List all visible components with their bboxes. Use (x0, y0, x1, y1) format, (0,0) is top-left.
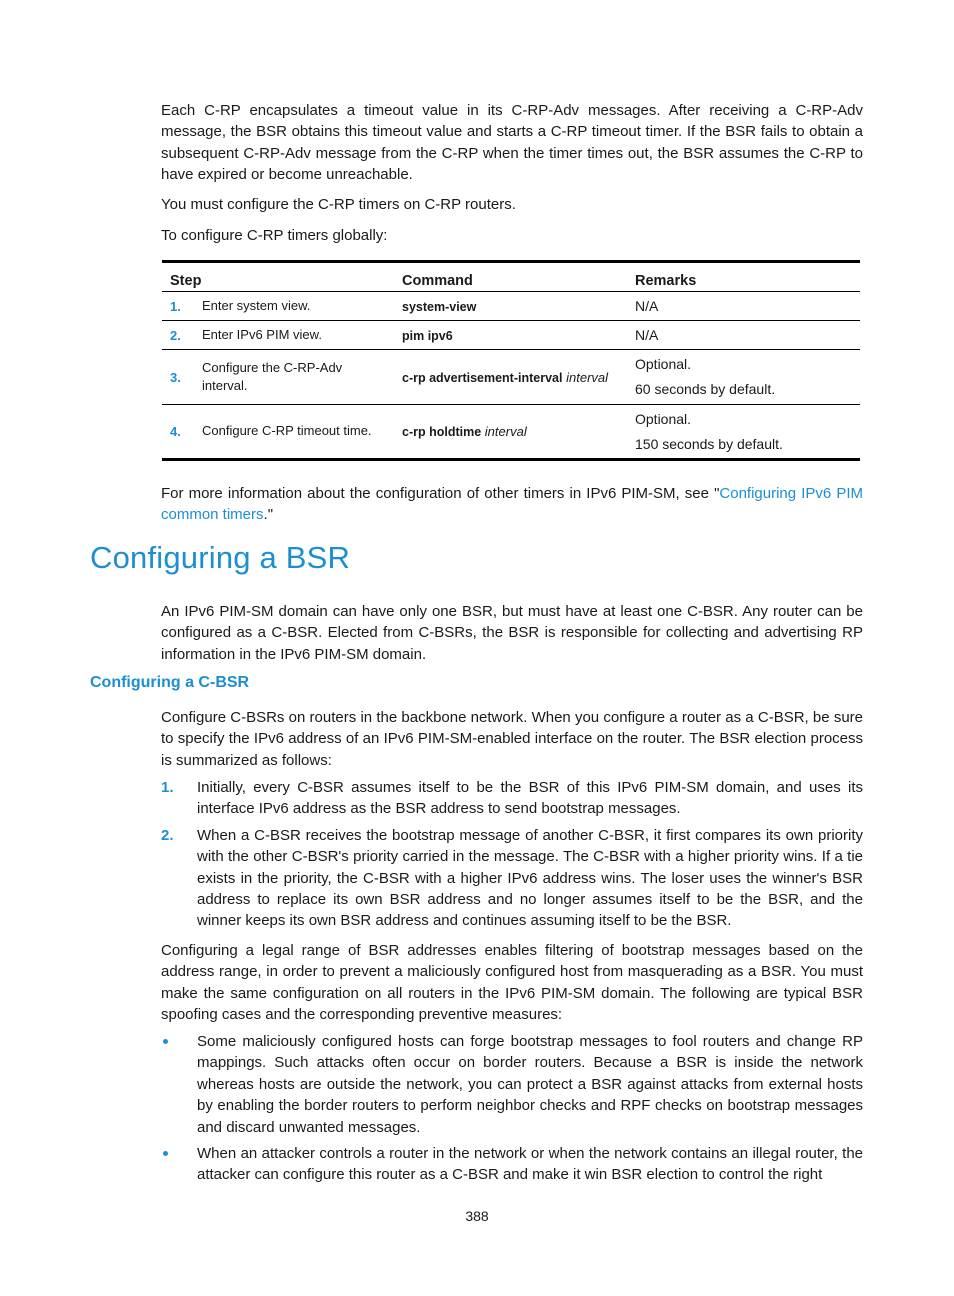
command-argument: interval (484, 424, 527, 439)
step-number: 1. (170, 298, 181, 314)
list-number: 1. (161, 779, 174, 796)
table-header-row (162, 262, 860, 292)
subsection-paragraph-2: Configuring a legal range of BSR addresses enables filtering of bootstrap messages based on the address range, in order to prevent a maliciously configured host from masquerading as a BSR. You must make the same configuration on all routers in the IPv6 PIM-SM domain. The following are typical BSR spoofing cases and the corresponding preventive measures: (161, 942, 863, 1024)
bullet-icon (163, 1039, 168, 1044)
command-keyword: c-rp holdtime (402, 425, 482, 439)
remark-text: N/A (635, 297, 659, 314)
remark-default: 60 seconds by default. (635, 381, 776, 397)
crp-timers-table (162, 260, 860, 461)
step-description: Enter system view. (202, 297, 311, 313)
list-item (161, 1143, 863, 1186)
reference-prefix: For more information about the configuration of other timers in IPv6 PIM-SM, see " (161, 485, 720, 502)
step-number: 4. (170, 424, 181, 439)
bullet-icon (163, 1151, 168, 1156)
list-item (161, 825, 863, 932)
list-number: 2. (161, 826, 174, 844)
step-description: Enter IPv6 PIM view. (202, 326, 322, 342)
remark-text: N/A (635, 326, 659, 343)
page-number: 388 (465, 1208, 489, 1224)
step-description: Configure the C-RP-Adv interval. (202, 359, 343, 393)
reference-suffix: ." (263, 506, 274, 524)
election-steps-list (161, 777, 863, 932)
section-title: Configuring a BSR (90, 540, 351, 575)
section-paragraph: An IPv6 PIM-SM domain can have only one BSR, but must have at least one C-BSR. Any router can be configured as a C-BSR. Elected from C-BSRs, the BSR is responsible for collecting and advertising RP information in the IPv6 PIM-SM domain. (161, 603, 863, 663)
list-item-text: Initially, every C-BSR assumes itself to be the BSR of this IPv6 PIM-SM domain, and uses its interface IPv6 address as the BSR address to send bootstrap messages. (197, 779, 863, 818)
list-item (161, 777, 863, 820)
subsection-title: Configuring a C-BSR (90, 674, 250, 691)
intro-paragraph-3: To configure C-RP timers globally: (161, 227, 388, 244)
step-description: Configure C-RP timeout time. (202, 423, 372, 439)
common-timers-link[interactable]: Configuring IPv6 PIM common timers (161, 485, 863, 524)
list-item-text: When an attacker controls a router in the network or when the network contains an illegal router, the attacker can configure this router as a C-BSR and make it win BSR election to control the right (197, 1145, 863, 1184)
header-remarks: Remarks (627, 262, 860, 292)
command-keyword: c-rp advertisement-interval (402, 370, 563, 385)
list-item-text: When a C-BSR receives the bootstrap message of another C-BSR, it first compares its own priority with the other C-BSR's priority carried in the message. The C-BSR with a higher priority wins. If a tie exists in the priority, the C-BSR with a higher IPv6 address wins. The loser uses the winner's BSR address to replace its own BSR address and no longer assumes itself to be the BSR, and the winner keeps its own BSR address and continues assuming itself to be the BSR. (197, 826, 863, 930)
step-number: 2. (170, 327, 181, 343)
subsection-paragraph-1: Configure C-BSRs on routers in the backbone network. When you configure a router as a C-BSR, be sure to specify the IPv6 address of an IPv6 PIM-SM-enabled interface on the router. The BSR election process is summarized as follows: (161, 709, 863, 769)
list-item (161, 1031, 863, 1138)
list-item-text: Some maliciously configured hosts can forge bootstrap messages to fool routers and change RP mappings. Such attacks often occur on border routers. Because a BSR is inside the network whereas hosts are outside the network, you can protect a BSR against attacks from external hosts by enabling the border routers to perform neighbor checks and RPF checks on bootstrap messages and discard unwanted messages. (197, 1033, 863, 1136)
timers-reference-paragraph (161, 483, 863, 526)
intro-paragraph-1: Each C-RP encapsulates a timeout value in its C-RP-Adv messages. After receiving a C-RP-Adv message, the BSR obtains this timeout value and starts a C-RP timeout timer. If the BSR fails to obtain a subsequent C-RP-Adv message from the C-RP when the timer times out, the BSR assumes the C-RP to have expired or become unreachable. (161, 102, 863, 184)
table-row (162, 292, 860, 321)
table-row (162, 321, 860, 350)
header-command: Command (394, 262, 627, 292)
table-row (162, 350, 860, 405)
spoofing-cases-list (161, 1031, 863, 1186)
command-keyword: pim ipv6 (402, 328, 453, 343)
remark-optional: Optional. (635, 410, 692, 427)
step-number: 3. (170, 369, 181, 385)
intro-paragraph-2: You must configure the C-RP timers on C-RP routers. (161, 196, 516, 213)
remark-default: 150 seconds by default. (635, 435, 783, 452)
command-keyword: system-view (402, 299, 477, 314)
remark-optional: Optional. (635, 356, 692, 372)
command-argument: interval (566, 369, 609, 385)
header-step: Step (162, 262, 394, 292)
table-row (162, 405, 860, 460)
